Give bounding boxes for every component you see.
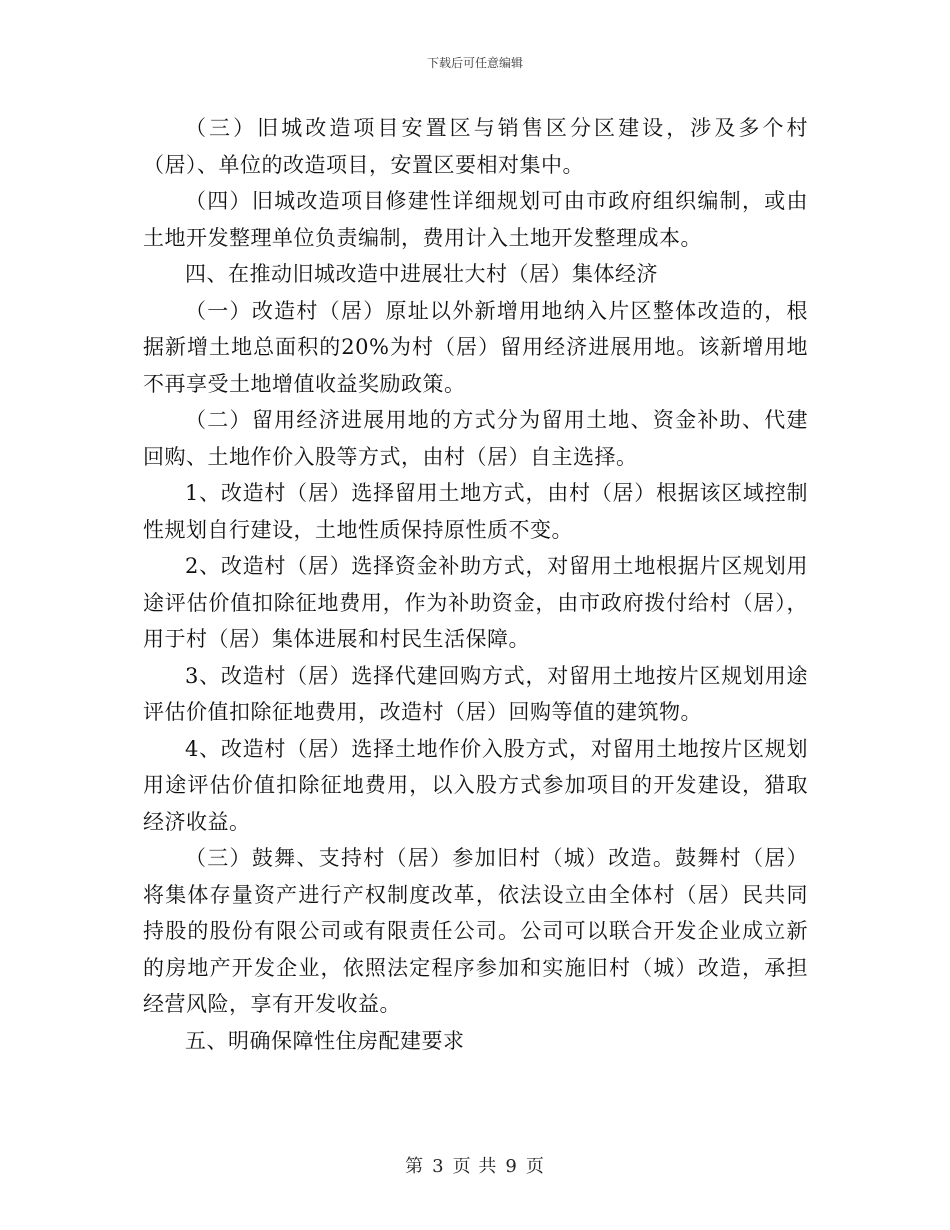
list-item: 2、改造村（居）选择资金补助方式，对留用土地根据片区规划用途评估价值扣除征地费用，作为补助资金，由市政府拨付给村（居），用于村（居）集体进展和村民生活保障。: [143, 554, 808, 651]
paragraph: （二）留用经济进展用地的方式分为留用土地、资金补助、代建回购、土地作价入股等方式，由村（居）自主选择。: [143, 408, 808, 469]
list-item: 3、改造村（居）选择代建回购方式，对留用土地按片区规划用途评估价值扣除征地费用，改造村（居）回购等值的建筑物。: [143, 663, 808, 724]
paragraph: （三）鼓舞、支持村（居）参加旧村（城）改造。鼓舞村（居）将集体存量资产进行产权制度改革，依法设立由全体村（居）民共同持股的股份有限公司或有限责任公司。公司可以联合开发企业成立新的房地产开发企业，依照法定程序参加和实施旧村（城）改造，承担经营风险，享有开发收益。: [143, 846, 808, 1016]
section-heading: 四、在推动旧城改造中进展壮大村（居）集体经济: [185, 262, 658, 286]
footer-page-number: 3: [432, 1156, 445, 1177]
footer-prefix: 第: [405, 1156, 425, 1177]
list-item: 1、改造村（居）选择留用土地方式，由村（居）根据该区域控制性规划自行建设，土地性质保持原性质不变。: [143, 481, 808, 542]
paragraph: （一）改造村（居）原址以外新增用地纳入片区整体改造的，根据新增土地总面积的20%为村（居）留用经济进展用地。该新增用地不再享受土地增值收益奖励政策。: [143, 298, 808, 396]
paragraph: （四）旧城改造项目修建性详细规划可由市政府组织编制，或由土地开发整理单位负责编制，费用计入土地开发整理成本。: [143, 189, 808, 250]
footer-suffix: 页: [525, 1156, 545, 1177]
footer-middle: 页 共: [452, 1156, 498, 1177]
footer-total-pages: 9: [505, 1156, 518, 1177]
paragraph: （三）旧城改造项目安置区与销售区分区建设，涉及多个村（居）、单位的改造项目，安置区要相对集中。: [143, 116, 808, 177]
list-item: 4、改造村（居）选择土地作价入股方式，对留用土地按片区规划用途评估价值扣除征地费用，以入股方式参加项目的开发建设，猎取经济收益。: [143, 736, 808, 834]
page-footer: [0, 1152, 950, 1178]
section-heading: 五、明确保障性住房配建要求: [185, 1028, 465, 1053]
page-header: 下载后可任意编辑: [426, 56, 523, 70]
document-body: [143, 110, 808, 1059]
